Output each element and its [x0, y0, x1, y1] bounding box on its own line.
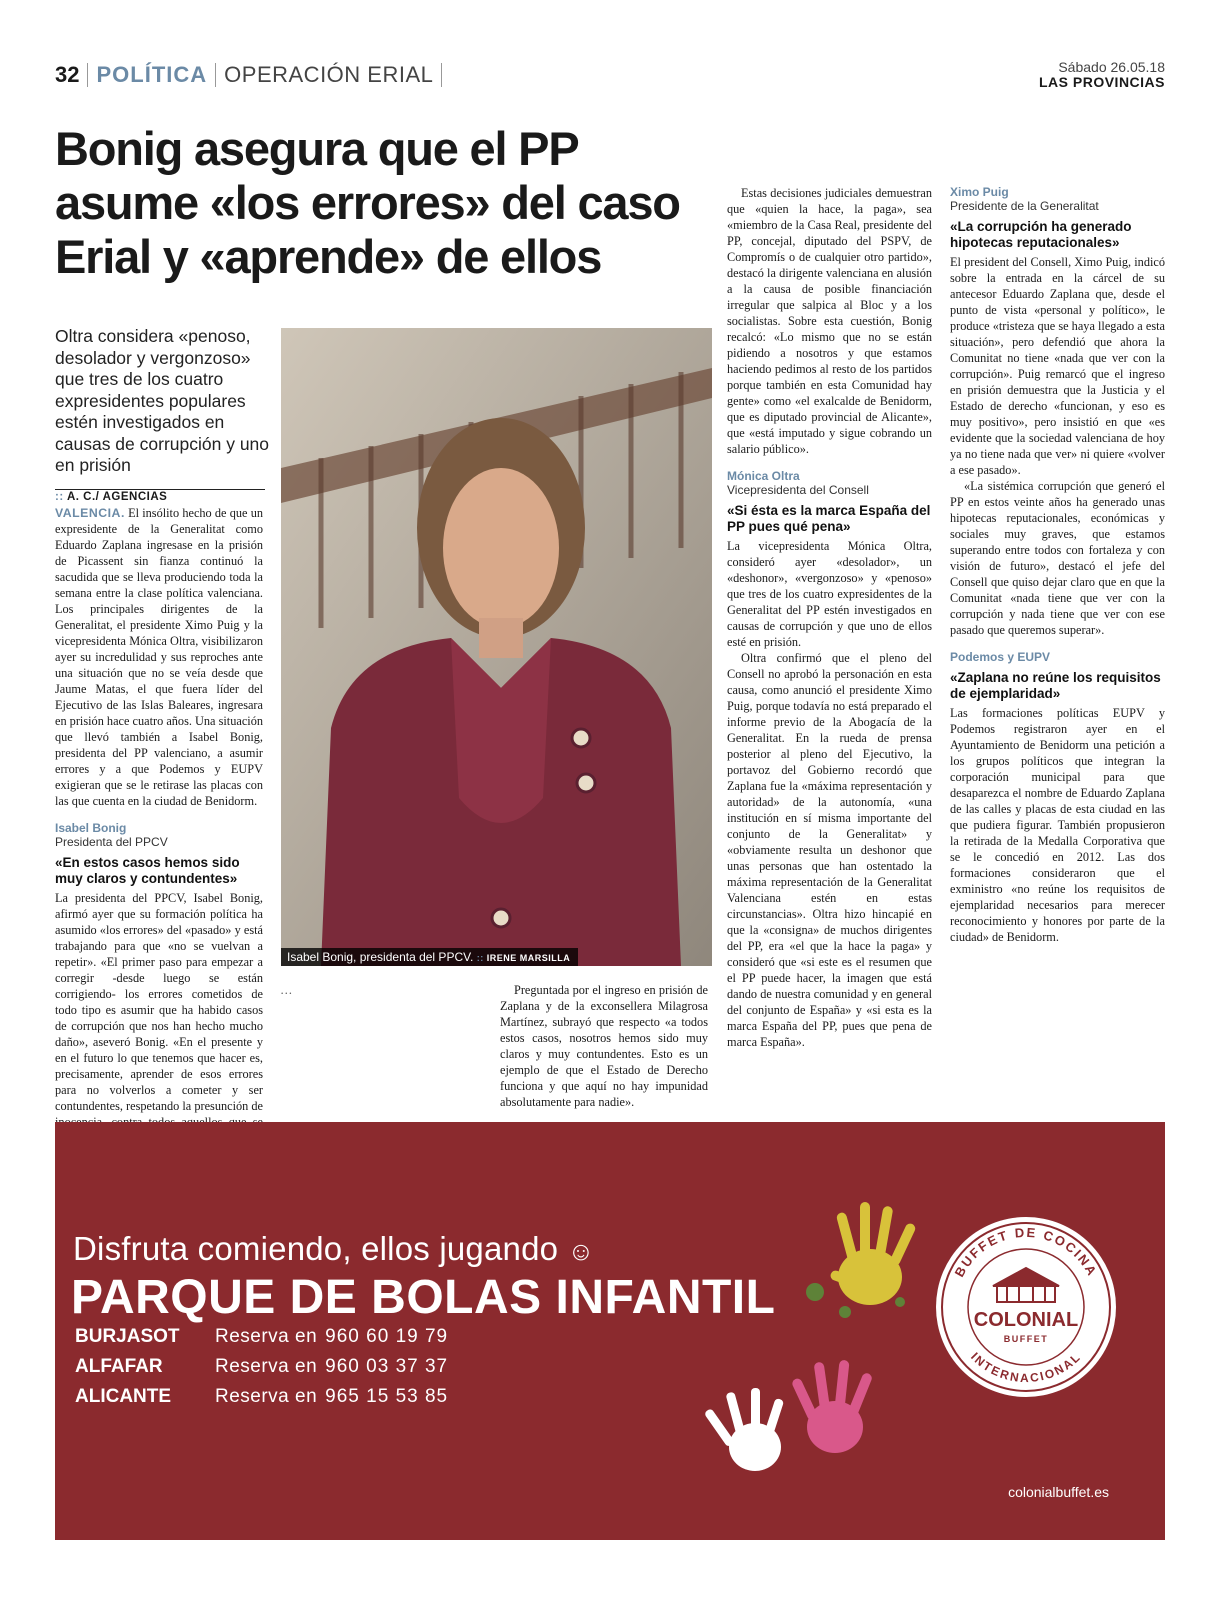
divider: [215, 63, 216, 87]
quote-heading: «La corrupción ha generado hipotecas reputacionales»: [950, 219, 1132, 250]
article-column-1: [55, 505, 263, 1113]
speaker-bonig: [55, 821, 263, 849]
smile-icon: ☺: [567, 1236, 595, 1266]
handprint-decoration: [695, 1162, 965, 1522]
subsection-name: OPERACIÓN ERIAL: [224, 62, 434, 87]
headline: Bonig asegura que el PP asume «los errores» del caso Erial y «aprende» de ellos: [55, 122, 680, 283]
bonig-paragraph-3: Estas decisiones judiciales demuestran que «quien la hace, la paga», sea «miembro de la Casa Real, presidente del PP, concejal, diputado del PSPV, de Compromís o de cualquier otro partido», destacó la dirigente valenciana en alusión a la causa de posible financiación irregular que salpica al Bloc y a los socialistas. Sobre esta cuestión, Bonig recalcó: «Lo mismo que no se están pidiendo a nosotros y que estamos haciendo pedimos al resto de los partidos porque también en esta Comunidad hay gente» como «el exalcalde de Benidorm, que es diputado provincial de Alicante», que «está imputado y sigue cobrando un salario público».: [727, 186, 932, 456]
dateline: VALENCIA.: [55, 506, 125, 520]
ad-city: ALFAFAR: [75, 1356, 163, 1377]
article-photo: [281, 328, 712, 966]
ad-tagline-text: Disfruta comiendo, ellos jugando: [73, 1230, 559, 1267]
ad-phone: 960 03 37 37: [325, 1356, 449, 1377]
article-column-5: [950, 185, 1165, 1080]
oltra-paragraph-2: Oltra confirmó que el pleno del Consell no aprobó la personación en esta causa, como anunció el presidente Ximo Puig, porque todavía no está preparado el informe previo de la Abogacía de la Generalitat. En la rueda de prensa posterior al pleno del Ejecutivo, la portavoz del Gobierno recordó que Zaplana fue la «máxima representación y autoridad» de la autonomía, «una institución en sí misma importante del conjunto de la Generalitat» y «obviamente resulta un deshonor que unas personas que han ostentado la máxima representación de la Generalitat Valenciana estén en estas circunstancias». Oltra hizo hincapié en que la «consigna» de muchos dirigentes del PP, era «el que la hace la paga» y consideró que «si este es el resumen que el PP puede hacer, la imagen que está dando de nuestra comunidad y en general del conjunto de España» y «si esta es la marca España del PP, pues que pena de marca España».: [727, 651, 932, 1049]
divider: [441, 63, 442, 87]
subheadline: Oltra considera «penoso, desolador y vergonzoso» que tres de los cuatro expresidentes populares estén investigados en causas de corrupción y uno en prisión: [55, 326, 270, 475]
page-header: [55, 60, 1165, 100]
caption-text: Isabel Bonig, presidenta del PPCV.: [287, 950, 474, 964]
ad-reserve-label: Reserva en: [215, 1386, 318, 1407]
speaker-name: Isabel Bonig: [55, 821, 127, 835]
byline-marker: ::: [55, 491, 67, 503]
podemos-paragraph: Las formaciones políticas EUPV y Podemos registraron ayer en el Ayuntamiento de Benidorm una petición a los grupos políticos que integran la corporación municipal para que desaparezca el nombre de Eduardo Zaplana de las calles y placas de esta ciudad en las que pudiera figurar. También propusieron la retirada de la Medalla Corporativa que se le concedió en 2012. Las dos formaciones consideraron que el exministro «no reúne los requisitos de ejemplaridad necesarios para merecer reconocimiento y honores por parte de la ciudad» de Benidorm.: [950, 706, 1165, 944]
credit-text: IRENE MARSILLA: [486, 953, 571, 963]
section-name: POLÍTICA: [96, 62, 208, 87]
section-bar: [55, 62, 450, 88]
divider: [87, 63, 88, 87]
ad-phone: 965 15 53 85: [325, 1386, 449, 1407]
hand-print-icon: [829, 1202, 917, 1305]
quote-heading: «Zaplana no reúne los requisitos de ejemplaridad»: [950, 670, 1161, 701]
photo-illustration: [281, 328, 712, 966]
speaker-puig: [950, 185, 1165, 213]
colonial-logo[interactable]: [933, 1214, 1119, 1400]
article-column-2: [281, 982, 486, 1082]
ad-location-row: [75, 1326, 448, 1348]
puig-paragraph-2: «La sistémica corrupción que generó el PP en estos veinte años ha generado unas hipotecas reputacionales, económicas y sociales muy graves, que estamos superando entre todos con fortaleza y con visión de futuro», destacó el jefe del Consell que quiso dejar claro que en que la Comunitat «nada tiene que ver con la corrupción y nada tiene que ver con ese pasado que queremos superar».: [950, 479, 1165, 637]
speaker-role: Vicepresidenta del Consell: [727, 483, 869, 497]
photo-credit: [477, 953, 571, 963]
bonig-paragraph: La presidenta del PPCV, Isabel Bonig, afirmó ayer que su formación política ha asumido «los errores» del «pasado» y está trabajando para que «no se vuelvan a repetir». «El primer paso para empezar a corregir -desde luego se están corrigiendo- los errores cometidos de todo tipo es asumir que ha habido casos de corrupción que nos han hecho mucho daño», aseveró Bonig. «En el presente y en el futuro lo que tenemos que hacer es, precisamente, aprender de esos errores para no volverlos a cometer y ser contundentes, respetando la presunción de: [55, 891, 263, 1113]
speaker-role: Presidenta del PPCV: [55, 835, 168, 849]
ad-location-row: [75, 1356, 448, 1378]
ad-city: ALICANTE: [75, 1386, 172, 1407]
ad-city: BURJASOT: [75, 1326, 180, 1347]
logo-ring-bottom: INTERNACIONAL: [968, 1349, 1084, 1386]
logo-text: COLONIAL: [973, 1309, 1079, 1331]
ad-tagline: [73, 1230, 594, 1268]
speaker-name: Ximo Puig: [950, 185, 1009, 199]
article-column-3: [500, 982, 708, 1109]
page-number: 32: [55, 62, 80, 87]
logo-ring-top: BUFFET DE COCINA: [951, 1224, 1101, 1280]
hand-print-icon: [791, 1360, 874, 1453]
byline-text: A. C./ AGENCIAS: [66, 491, 168, 503]
lead-paragraph: [55, 505, 263, 809]
speaker-podemos: [950, 650, 1165, 664]
oltra-paragraph: La vicepresidenta Mónica Oltra, consideró ayer «desolador», un «deshonor», «vergonzoso» y «penoso» que tres de los cuatro expresidentes de la Generalitat del PP estén investigados en causas de corrupción y que uno de ellos esté en prisión.: [727, 539, 932, 649]
puig-paragraph: El president del Consell, Ximo Puig, indicó sobre la entrada en la cárcel de su antecesor Eduardo Zaplana que, desde el punto de vista «personal y político», le produce «tristeza que se haya llegado a esta situación», pero defendió que ahora la Comunitat no tiene «nada que ver con la corrupción». Puig remarcó que el ingreso en prisión demuestra que la Justicia y el Estado de derecho «funcionan, y eso es muy positivo», pero insistió en que «es evidente que la sociedad valenciana de hoy ya no tiene nada que ver» ni quiere «volver a ese pasado».: [950, 255, 1165, 477]
speaker-name: Podemos y EUPV: [950, 650, 1051, 664]
quote-heading: «Si ésta es la marca España del PP pues qué pena»: [727, 503, 931, 534]
speaker-role: Presidente de la Generalitat: [950, 199, 1099, 213]
ad-reserve-label: Reserva en: [215, 1356, 318, 1377]
advertisement[interactable]: [55, 1122, 1165, 1540]
logo-sub: BUFFET: [1003, 1334, 1049, 1344]
newspaper-name: LAS PROVINCIAS: [1038, 74, 1165, 90]
speaker-name: Mónica Oltra: [727, 469, 800, 483]
ad-phone: 960 60 19 79: [325, 1326, 449, 1347]
ad-website[interactable]: colonialbuffet.es: [1008, 1484, 1109, 1500]
ad-headline: PARQUE DE BOLAS INFANTIL: [71, 1271, 776, 1324]
bonig-paragraph-2: Preguntada por el ingreso en prisión de Zaplana y de la exconsellera Milagrosa Martínez, subrayó que respecto «a todos estos casos, nosotros hemos sido muy claros y muy contundentes. Esto es un ejemplo de que el Estado de Derecho funciona y que aquí no hay impunidad absolutamente para nadie».: [500, 983, 708, 1109]
lead-text: El insólito hecho de que un expresidente de la Generalitat como Eduardo Zaplana ingresase en la prisión de Picassent sin fianza continuó la sacudida que se lleva produciendo toda la semana entre la clase política valenciana. Los principales dirigentes de la Generalitat, el presidente Ximo Puig y la vicepresidenta Mónica Oltra, visibilizaron ayer su incredulidad y sus reproches ante una situación que no se veía desde que Jaume Matas, el que fuera líder del Ejecutivo de las Islas Baleares, ingresara en prisión hace cuatro años. Una situación que llevó también a Isabel Bonig, presidenta del PP valenciano, a asumir errores y a que Podemos y EUPV exigieran que se le retirase las placas con las que cuenta en la ciudad de Benidorm.: [55, 506, 263, 808]
ad-reserve-label: Reserva en: [215, 1326, 318, 1347]
hand-print-icon: [704, 1388, 785, 1471]
quote-heading: «En estos casos hemos sido muy claros y contundentes»: [55, 855, 240, 886]
photo-caption: [281, 948, 578, 966]
continuation-note: …: [281, 983, 292, 997]
credit-marker: ::: [476, 953, 487, 963]
ad-location-row: [75, 1386, 448, 1408]
masthead: [1039, 60, 1165, 90]
issue-date: Sábado 26.05.18: [1058, 59, 1165, 75]
byline: [55, 489, 265, 503]
speaker-oltra: [727, 469, 932, 497]
article-column-4: [727, 185, 932, 1080]
